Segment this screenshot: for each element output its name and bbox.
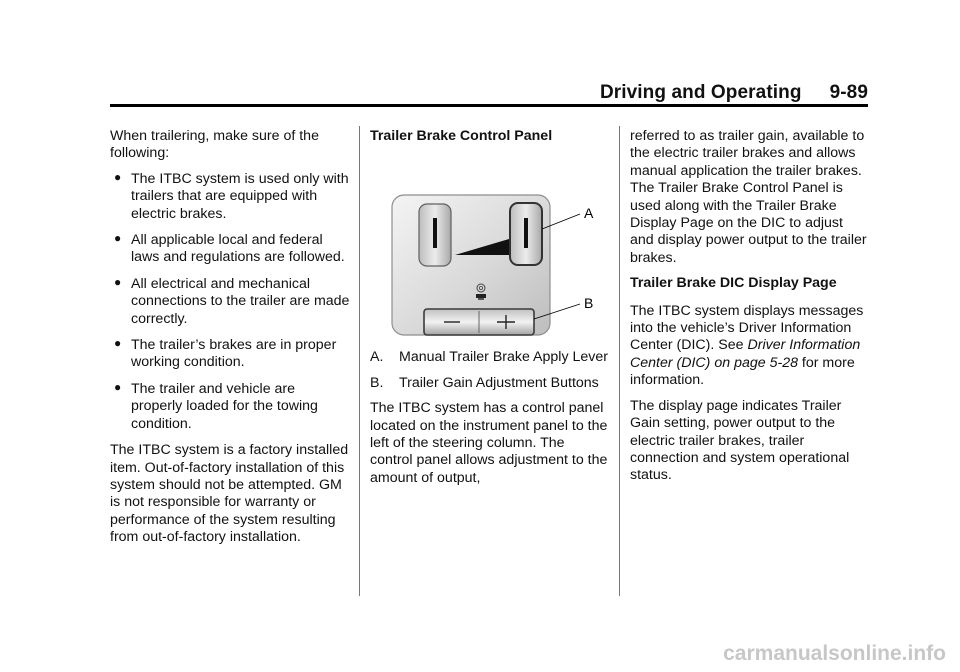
bullet-icon: ● <box>114 231 122 246</box>
figure-legend <box>370 349 610 392</box>
list-item: ● The ITBC system is used only with trailers that are equipped with electric brakes. <box>114 169 349 222</box>
trailer-gain-paragraph: referred to as trailer gain, available to the electric trailer brakes and allows manual application the trailer brakes. The Trailer Brake Control Panel is used along with the Trailer Brake Display Page on the DIC to adjust and display power output to the trailer brakes. <box>630 128 867 266</box>
section-title: Driving and Operating <box>599 82 802 103</box>
column-divider <box>619 126 620 596</box>
control-panel-figure <box>370 155 610 341</box>
factory-install-paragraph: The ITBC system is a factory installed item. Out-of-factory installation of this system should not be attempted. GM is not responsible for warranty or performance of the system resulting from out-of-factory installation. <box>110 442 349 546</box>
column-middle <box>370 128 610 495</box>
callout-a-label: A <box>584 205 594 222</box>
right-lever-mark <box>524 218 528 248</box>
left-lever-mark <box>433 218 437 248</box>
page-header <box>110 82 868 106</box>
list-item: ● The trailer and vehicle are properly loaded for the towing condition. <box>114 379 318 432</box>
dic-messages-paragraph: The ITBC system displays messages into the vehicle’s Driver Information Center (DIC). See Driver Information Center (DIC) on page 5-28 for more information. <box>630 302 864 389</box>
column-left <box>110 128 350 555</box>
control-panel-paragraph: The ITBC system has a control panel located on the instrument panel to the left of the steering column. The control panel allows adjustment to the amount of output, <box>370 400 608 486</box>
control-panel-illustration <box>370 155 610 341</box>
column-divider <box>359 126 360 596</box>
column-right <box>630 128 870 493</box>
header-rule <box>110 104 868 107</box>
intro-paragraph: When trailering, make sure of the following: <box>110 128 319 162</box>
display-page-paragraph: The display page indicates Trailer Gain setting, power output to the electric trailer brakes, trailer connection and system operational status. <box>630 397 850 484</box>
control-panel-heading: Trailer Brake Control Panel <box>370 128 553 144</box>
watermark: carmanualsonline.info <box>723 642 946 665</box>
bullet-icon: ● <box>114 379 122 394</box>
list-item: ● The trailer’s brakes are in proper working condition. <box>114 336 337 371</box>
legend-item: A. Manual Trailer Brake Apply Lever <box>370 349 608 366</box>
legend-item: B. Trailer Gain Adjustment Buttons <box>370 374 599 391</box>
dic-display-heading: Trailer Brake DIC Display Page <box>630 275 837 292</box>
list-item: ● All electrical and mechanical connections to the trailer are made correctly. <box>114 274 350 327</box>
requirements-list <box>110 171 350 433</box>
list-item: ● All applicable local and federal laws and regulations are followed. <box>114 231 345 266</box>
page-number: 9-89 <box>829 82 868 103</box>
callout-b-label: B <box>584 295 594 312</box>
dic-page-reference-link[interactable]: Driver Information Center (DIC) on page 5-28 <box>630 337 861 371</box>
bullet-icon: ● <box>114 274 122 289</box>
header-text <box>600 82 868 104</box>
bullet-icon: ● <box>114 336 122 351</box>
bullet-icon: ● <box>114 169 122 184</box>
